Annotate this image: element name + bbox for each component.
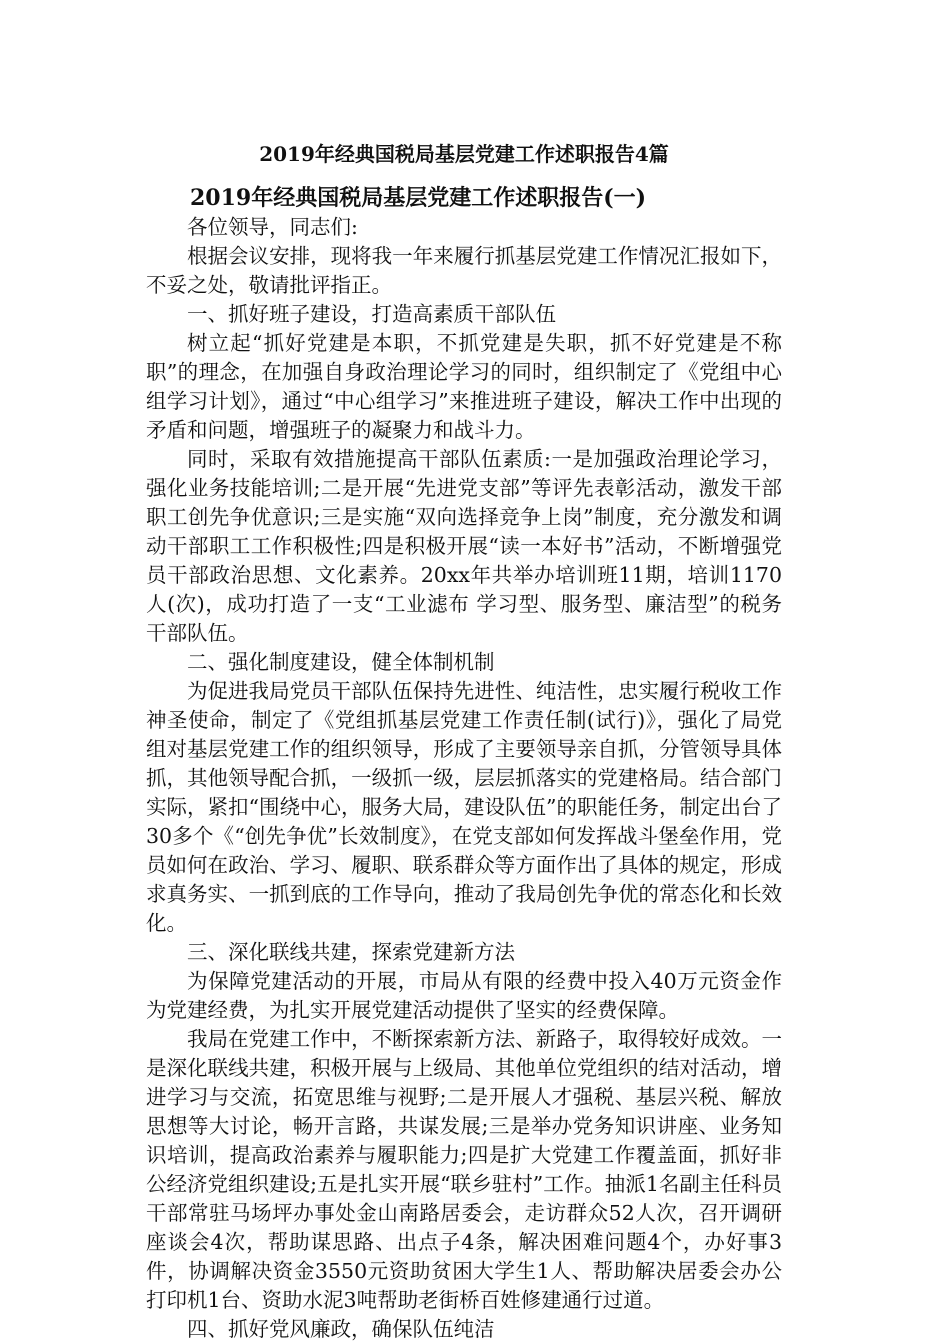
heading-3: 三、深化联线共建，探索党建新方法	[187, 940, 515, 964]
paragraph: 同时，采取有效措施提高干部队伍素质:一是加强政治理论学习，强化业务技能培训;二是开展“先进党支部”等评先表彰活动，激发干部职工创先争优意识;三是实施“双向选择竞争上岗”制度，充分激发和调动干部职工工作积极性;四是积极开展“读一本好书”活动，不断增强党员干部政治思想、文化素养。20xx年共举办培训班11期，培训1170人(次)，成功打造了一支“工业滤布 学习型、服务型、廉洁型”的税务干部队伍。	[146, 447, 782, 645]
intro-paragraph: 根据会议安排，现将我一年来履行抓基层党建工作情况汇报如下，不妥之处，敬请批评指正。	[146, 244, 782, 297]
paragraph: 为促进我局党员干部队伍保持先进性、纯洁性，忠实履行税收工作神圣使命，制定了《党组抓基层党建工作责任制(试行)》，强化了局党组对基层党建工作的组织领导，形成了主要领导亲自抓，分管领导具体抓，其他领导配合抓，一级抓一级，层层抓落实的党建格局。结合部门实际，紧扣“围绕中心，服务大局，建设队伍”的职能任务，制定出台了30多个《“创先争优”长效制度》，在党支部如何发挥战斗堡垒作用，党员如何在政治、学习、履职、联系群众等方面作出了具体的规定，形成求真务实、一抓到底的工作导向，推动了我局创先争优的常态化和长效化。	[146, 679, 782, 935]
document-title: 2019年经典国税局基层党建工作述职报告4篇	[259, 142, 669, 166]
paragraph: 为保障党建活动的开展，市局从有限的经费中投入40万元资金作为党建经费，为扎实开展党建活动提供了坚实的经费保障。	[146, 969, 782, 1022]
heading-4: 四、抓好党风廉政，确保队伍纯洁	[187, 1317, 495, 1341]
paragraph: 我局在党建工作中，不断探索新方法、新路子，取得较好成效。一是深化联线共建，积极开展与上级局、其他单位党组织的结对活动，增进学习与交流，拓宽思维与视野;二是开展人才强税、基层兴税、解放思想等大讨论，畅开言路，共谋发展;三是举办党务知识讲座、业务知识培训，提高政治素养与履职能力;四是扩大党建工作覆盖面，抓好非公经济党组织建设;五是扎实开展“联乡驻村”工作。抽派1名副主任科员干部常驻马场坪办事处金山南路居委会，走访群众52人次，召开调研座谈会4次，帮助谋思路、出点子4条，解决困难问题4个，办好事3件，协调解决资金3550元资助贫困大学生1人、帮助解决居委会办公打印机1台、资助水泥3吨帮助老街桥百姓修建通行过道。	[146, 1027, 782, 1312]
salutation: 各位领导，同志们:	[187, 215, 358, 239]
heading-2: 二、强化制度建设，健全体制机制	[187, 650, 495, 674]
section-title: 2019年经典国税局基层党建工作述职报告(一)	[190, 185, 647, 211]
heading-1: 一、抓好班子建设，打造高素质干部队伍	[187, 302, 556, 326]
paragraph: 树立起“抓好党建是本职，不抓党建是失职，抓不好党建是不称职”的理念，在加强自身政治理论学习的同时，组织制定了《党组中心组学习计划》，通过“中心组学习”来推进班子建设，解决工作中出现的矛盾和问题，增强班子的凝聚力和战斗力。	[146, 331, 782, 442]
